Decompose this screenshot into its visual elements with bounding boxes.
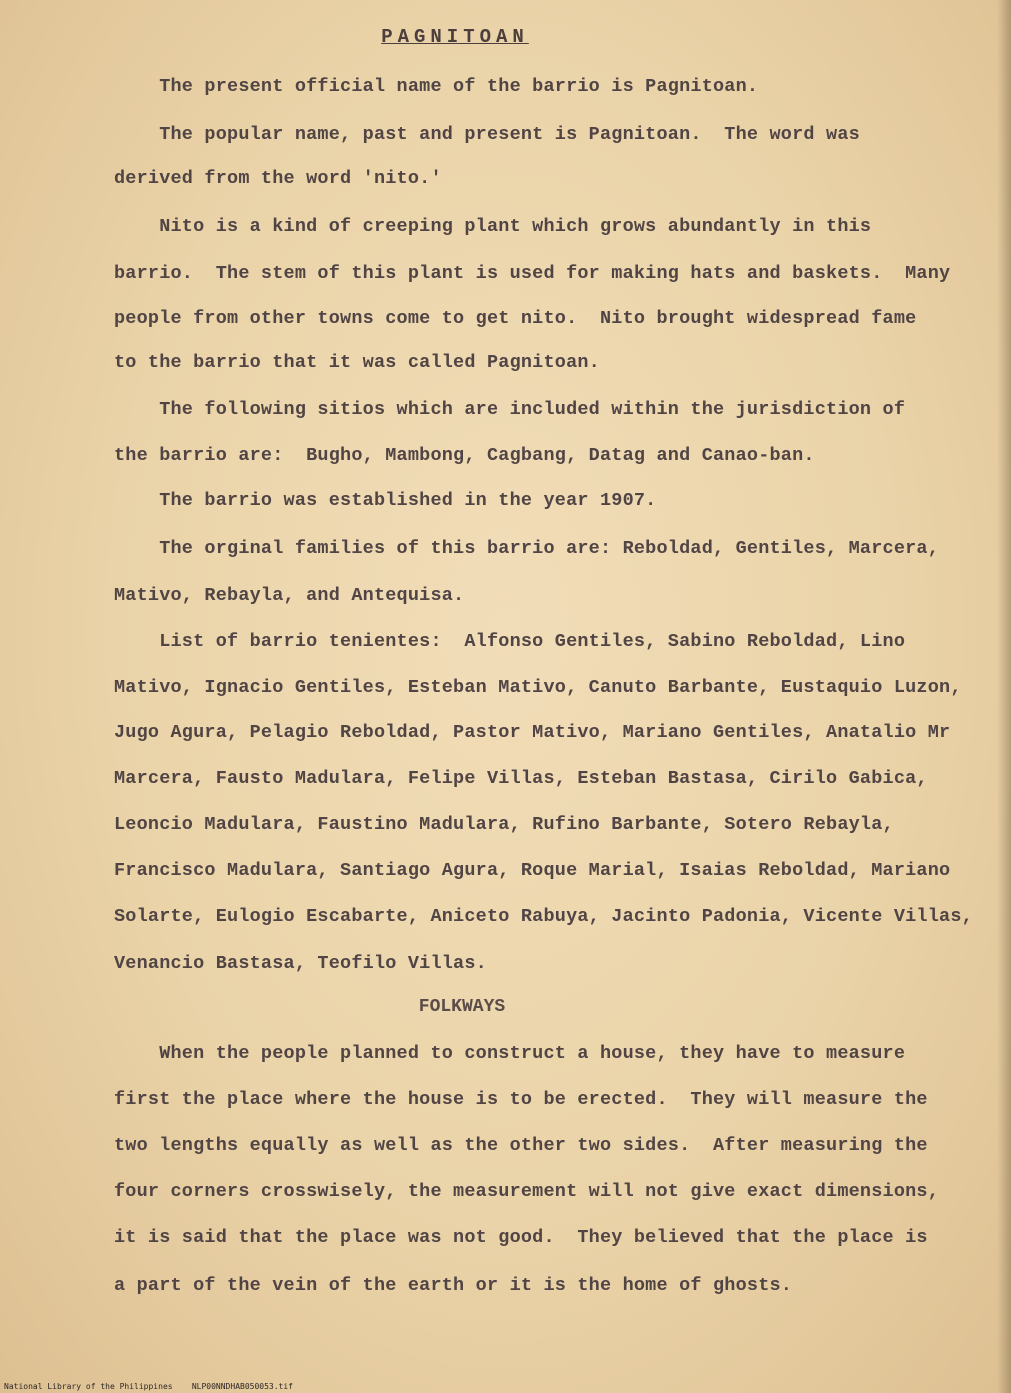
text-line: Mativo, Rebayla, and Antequisa.	[114, 585, 465, 606]
text-line: The present official name of the barrio is Pagnitoan.	[114, 76, 759, 97]
text-line: to the barrio that it was called Pagnitoan.	[114, 352, 600, 373]
text-line: it is said that the place was not good. They believed that the place is	[114, 1227, 928, 1248]
text-line: Jugo Agura, Pelagio Reboldad, Pastor Mativo, Mariano Gentiles, Anatalio Mr	[114, 722, 951, 743]
text-line: four corners crosswisely, the measurement will not give exact dimensions,	[114, 1181, 940, 1202]
text-line: Venancio Bastasa, Teofilo Villas.	[114, 953, 487, 974]
text-line: people from other towns come to get nito. Nito brought widespread fame	[114, 308, 917, 329]
text-line: barrio. The stem of this plant is used for making hats and baskets. Many	[114, 263, 951, 284]
text-line: two lengths equally as well as the other two sides. After measuring the	[114, 1135, 928, 1156]
page-edge-shadow	[997, 0, 1011, 1393]
text-line: a part of the vein of the earth or it is the home of ghosts.	[114, 1275, 793, 1296]
text-line: derived from the word 'nito.'	[114, 168, 442, 189]
text-line: When the people planned to construct a house, they have to measure	[114, 1043, 906, 1064]
page-title: PAGNITOAN	[381, 26, 529, 48]
archive-footer: National Library of the Philippines NLP00NNDHAB050053.tif	[4, 1382, 293, 1391]
text-line: Solarte, Eulogio Escabarte, Aniceto Rabuya, Jacinto Padonia, Vicente Villas,	[114, 906, 973, 927]
text-line: The barrio was established in the year 1907.	[114, 490, 657, 511]
text-line: first the place where the house is to be erected. They will measure the	[114, 1089, 928, 1110]
section-heading: FOLKWAYS	[418, 997, 506, 1017]
text-line: Mativo, Ignacio Gentiles, Esteban Mativo, Canuto Barbante, Eustaquio Luzon,	[114, 677, 962, 698]
text-line: Marcera, Fausto Madulara, Felipe Villas, Esteban Bastasa, Cirilo Gabica,	[114, 768, 928, 789]
text-line: Francisco Madulara, Santiago Agura, Roque Marial, Isaias Reboldad, Mariano	[114, 860, 951, 881]
text-line: The orginal families of this barrio are: Reboldad, Gentiles, Marcera,	[114, 538, 940, 559]
text-line: Leoncio Madulara, Faustino Madulara, Rufino Barbante, Sotero Rebayla,	[114, 814, 894, 835]
text-line: List of barrio tenientes: Alfonso Gentiles, Sabino Reboldad, Lino	[114, 631, 906, 652]
text-line: The popular name, past and present is Pagnitoan. The word was	[114, 124, 860, 145]
text-line: The following sitios which are included within the jurisdiction of	[114, 399, 906, 420]
text-line: the barrio are: Bugho, Mambong, Cagbang, Datag and Canao-ban.	[114, 445, 815, 466]
text-line: Nito is a kind of creeping plant which grows abundantly in this	[114, 216, 872, 237]
